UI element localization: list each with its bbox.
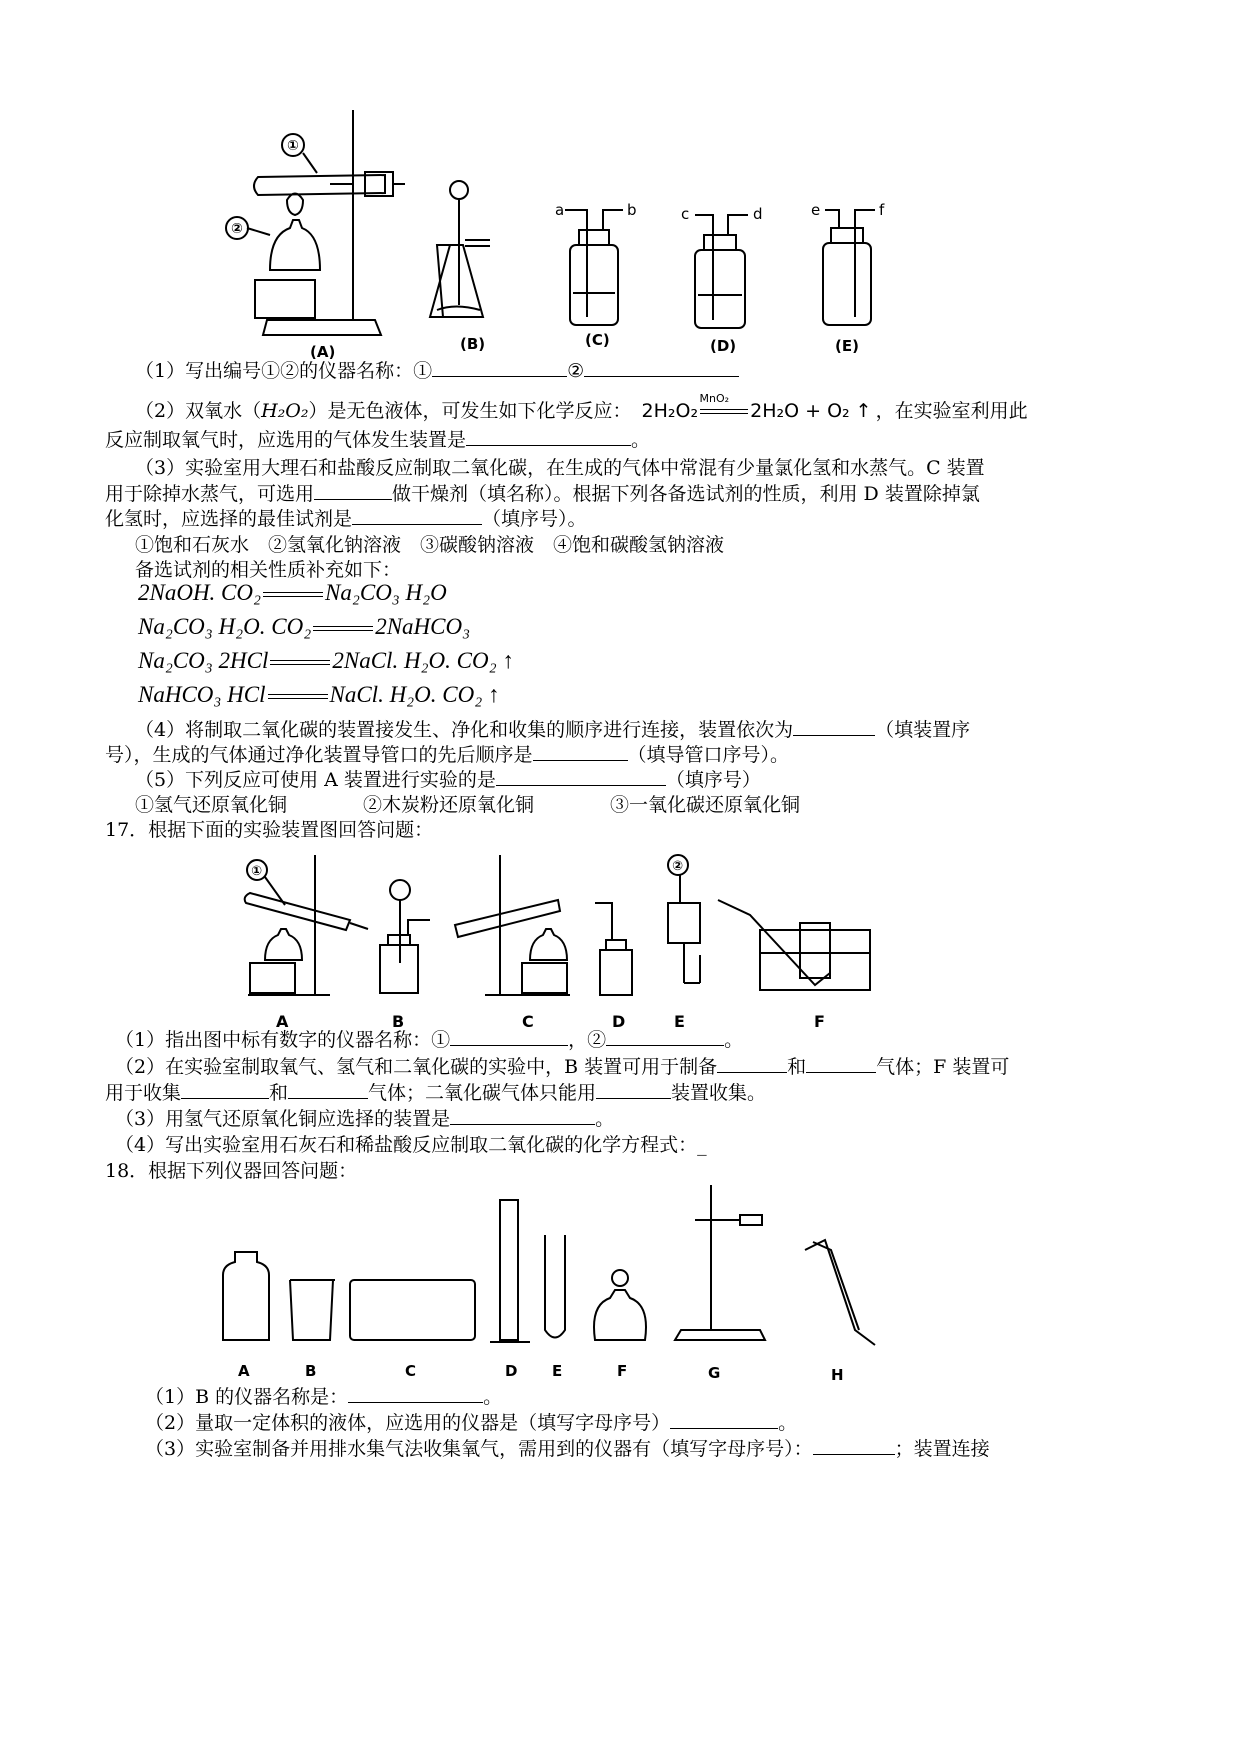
q17-part2-line1 xyxy=(115,1054,1009,1080)
answer-blank[interactable] xyxy=(496,767,666,786)
eq2-left: Na₂CO₃ H₂O. CO₂ xyxy=(138,614,312,639)
port-e: e xyxy=(811,201,821,219)
port-a: a xyxy=(555,201,565,219)
q18-label-E: E xyxy=(552,1362,563,1380)
label-E: (E) xyxy=(835,337,859,355)
q18-part3 xyxy=(145,1436,990,1462)
q16-p4-line1b: （填装置序 xyxy=(875,719,971,741)
label-D: (D) xyxy=(710,337,737,355)
q16-part3-line2 xyxy=(105,481,980,507)
reaction-h2o2 xyxy=(641,392,872,424)
q17-p2a: （2）在实验室制取氧气、氢气和二氧化碳的实验中，B 装置可用于制备 xyxy=(115,1056,718,1078)
q16-props-intro: 备选试剂的相关性质补充如下： xyxy=(135,559,402,581)
eq4-sign xyxy=(268,694,328,699)
port-c: c xyxy=(681,205,690,223)
q16-p3-line3a: 化氢时，应选择的最佳试剂是 xyxy=(105,508,353,530)
q17-label-D: D xyxy=(612,1012,626,1031)
reaction-right: 2H₂O + O₂ ↑ xyxy=(750,400,872,422)
q16-p3-line2a: 用于除掉水蒸气，可选用 xyxy=(105,483,315,505)
q18-label-B: B xyxy=(305,1362,317,1380)
q17-p3a: （3）用氢气还原氧化铜应选择的装置是 xyxy=(115,1108,451,1130)
q16-p3-line3b: （填序号）。 xyxy=(482,508,587,530)
q17-p2f: 气体；二氧化碳气体只能用 xyxy=(368,1082,597,1104)
q16-p5-b: （填序号） xyxy=(665,769,761,791)
eq3-sign xyxy=(270,660,330,665)
q16-part3-line3 xyxy=(105,506,587,532)
answer-blank[interactable] xyxy=(181,1080,269,1099)
q18-p2b: 。 xyxy=(778,1412,798,1434)
q16-p1-mid: ② xyxy=(567,360,585,382)
q16-p2-b: ）是无色液体，可发生如下化学反应： xyxy=(308,400,632,422)
q16-p2-c: ，在实验室利用此 xyxy=(875,400,1028,422)
answer-blank[interactable] xyxy=(432,358,567,377)
q16-p3-line2b: 做干燥剂（填名称）。根据下列各备选试剂的性质，利用 D 装置除掉氯 xyxy=(392,483,980,505)
h2o2-formula: H₂O₂ xyxy=(261,400,309,422)
q16-options: ①饱和石灰水 ②氢氧化钠溶液 ③碳酸钠溶液 ④饱和碳酸氢钠溶液 xyxy=(135,534,725,556)
q16-p4-line2b: （填导管口序号）。 xyxy=(627,744,790,766)
answer-blank[interactable] xyxy=(450,1027,568,1046)
eq4-right: NaCl. H₂O. CO₂ ↑ xyxy=(329,682,500,707)
q17-p1b: ，② xyxy=(568,1029,607,1051)
equation-1 xyxy=(138,580,447,606)
q17-label-B: B xyxy=(392,1012,405,1031)
q18-label-H: H xyxy=(831,1366,844,1384)
q18-title: 18．根据下列仪器回答问题： xyxy=(105,1160,358,1182)
eq1-right: Na₂CO₃ H₂O xyxy=(325,580,447,605)
answer-blank[interactable] xyxy=(352,506,482,525)
q17-p2c: 气体；F 装置可 xyxy=(876,1056,1010,1078)
figure-instruments-18 xyxy=(205,1180,905,1400)
marker-2-q17: ② xyxy=(672,859,684,874)
q16-part1 xyxy=(135,358,739,384)
q18-p1a: （1）B 的仪器名称是： xyxy=(145,1386,349,1408)
q18-p1b: 。 xyxy=(483,1386,503,1408)
q17-label-C: C xyxy=(522,1012,534,1031)
eq3-right: 2NaCl. H₂O. CO₂ ↑ xyxy=(332,648,514,673)
catalyst-label: MnO₂ xyxy=(699,392,730,405)
q18-part2 xyxy=(145,1410,797,1436)
equation-4 xyxy=(138,682,499,708)
answer-blank[interactable] xyxy=(466,427,631,446)
port-d: d xyxy=(753,205,763,223)
q17-part2-line2 xyxy=(105,1080,766,1106)
reaction-left: 2H₂O₂ xyxy=(641,400,699,422)
answer-blank[interactable] xyxy=(314,481,392,500)
eq2-right: 2NaHCO₃ xyxy=(375,614,471,639)
figure-apparatus-17 xyxy=(240,845,890,1035)
marker-2: ② xyxy=(231,221,243,237)
answer-blank[interactable] xyxy=(717,1054,787,1073)
q16-part5-options: ①氢气还原氧化铜 ②木炭粉还原氧化铜 ③一氧化碳还原氧化铜 xyxy=(135,794,801,816)
q18-p3b: ；装置连接 xyxy=(894,1438,990,1460)
q16-part4-line2 xyxy=(105,742,789,768)
q17-p3b: 。 xyxy=(595,1108,615,1130)
q18-p2a: （2）量取一定体积的液体，应选用的仪器是（填写字母序号） xyxy=(145,1412,671,1434)
answer-blank[interactable] xyxy=(533,742,628,761)
q17-title: 17．根据下面的实验装置图回答问题： xyxy=(105,819,434,841)
label-C: (C) xyxy=(585,331,610,349)
q17-p2g: 装置收集。 xyxy=(671,1082,767,1104)
q17-part3 xyxy=(115,1106,614,1132)
q16-p2-line2a: 反应制取氧气时，应选用的气体发生装置是 xyxy=(105,429,467,451)
q17-label-A: A xyxy=(276,1012,289,1031)
figure-apparatus-a-e xyxy=(225,95,925,365)
q16-part4-line1 xyxy=(135,717,970,743)
q16-part2-line2 xyxy=(105,427,650,453)
answer-blank[interactable] xyxy=(813,1436,895,1455)
equation-2 xyxy=(138,614,470,640)
answer-blank[interactable] xyxy=(806,1054,876,1073)
answer-blank[interactable] xyxy=(348,1384,483,1403)
q18-label-C: C xyxy=(405,1362,417,1380)
q17-p1c: 。 xyxy=(724,1029,744,1051)
answer-blank[interactable] xyxy=(606,1027,724,1046)
q18-label-A: A xyxy=(238,1362,250,1380)
answer-blank[interactable] xyxy=(793,717,875,736)
answer-blank[interactable] xyxy=(450,1106,595,1125)
q16-p2-line2b: 。 xyxy=(631,429,651,451)
q17-p2e: 和 xyxy=(269,1082,289,1104)
eq1-sign xyxy=(263,592,323,597)
label-A: (A) xyxy=(310,343,336,361)
q16-p4-line1a: （4）将制取二氧化碳的装置接发生、净化和收集的顺序进行连接，装置依次为 xyxy=(135,719,794,741)
q17-label-E: E xyxy=(674,1012,685,1031)
q17-p2d: 用于收集 xyxy=(105,1082,182,1104)
q17-p1a: （1）指出图中标有数字的仪器名称：① xyxy=(115,1029,451,1051)
answer-blank[interactable] xyxy=(670,1410,778,1429)
q17-part4: （4）写出实验室用石灰石和稀盐酸反应制取二氧化碳的化学方程式：_ xyxy=(115,1134,707,1156)
q16-p1-text: （1）写出编号①②的仪器名称：① xyxy=(135,360,433,382)
q17-label-F: F xyxy=(814,1012,825,1031)
q16-part3-line1: （3）实验室用大理石和盐酸反应制取二氧化碳，在生成的气体中常混有少量氯化氢和水蒸气。C 装置 xyxy=(135,457,985,479)
q16-part5 xyxy=(135,767,761,793)
q18-label-D: D xyxy=(505,1362,518,1380)
port-b: b xyxy=(627,201,637,219)
port-f: f xyxy=(879,201,885,219)
q17-p2b: 和 xyxy=(787,1056,807,1078)
eq1-left: 2NaOH. CO₂ xyxy=(138,580,262,605)
answer-blank[interactable] xyxy=(584,358,739,377)
q18-p3a: （3）实验室制备并用排水集气法收集氧气，需用到的仪器有（填写字母序号）： xyxy=(145,1438,813,1460)
answer-blank[interactable] xyxy=(288,1080,368,1099)
q17-part1 xyxy=(115,1027,743,1053)
q16-p2-a: （2）双氧水（ xyxy=(135,400,262,422)
eq2-sign xyxy=(313,626,373,631)
answer-blank[interactable] xyxy=(596,1080,671,1099)
q16-p5-a: （5）下列反应可使用 A 装置进行实验的是 xyxy=(135,769,496,791)
q16-p4-line2a: 号），生成的气体通过净化装置导管口的先后顺序是 xyxy=(105,744,533,766)
q16-part2 xyxy=(135,392,1028,424)
label-B: (B) xyxy=(460,335,486,353)
eq3-left: Na₂CO₃ 2HCl xyxy=(138,648,269,673)
q18-label-F: F xyxy=(617,1362,628,1380)
q18-label-G: G xyxy=(708,1364,721,1382)
equation-3 xyxy=(138,648,514,674)
marker-1: ① xyxy=(287,138,299,154)
marker-1-q17: ① xyxy=(251,864,263,879)
q18-part1 xyxy=(145,1384,502,1410)
eq4-left: NaHCO₃ HCl xyxy=(138,682,266,707)
